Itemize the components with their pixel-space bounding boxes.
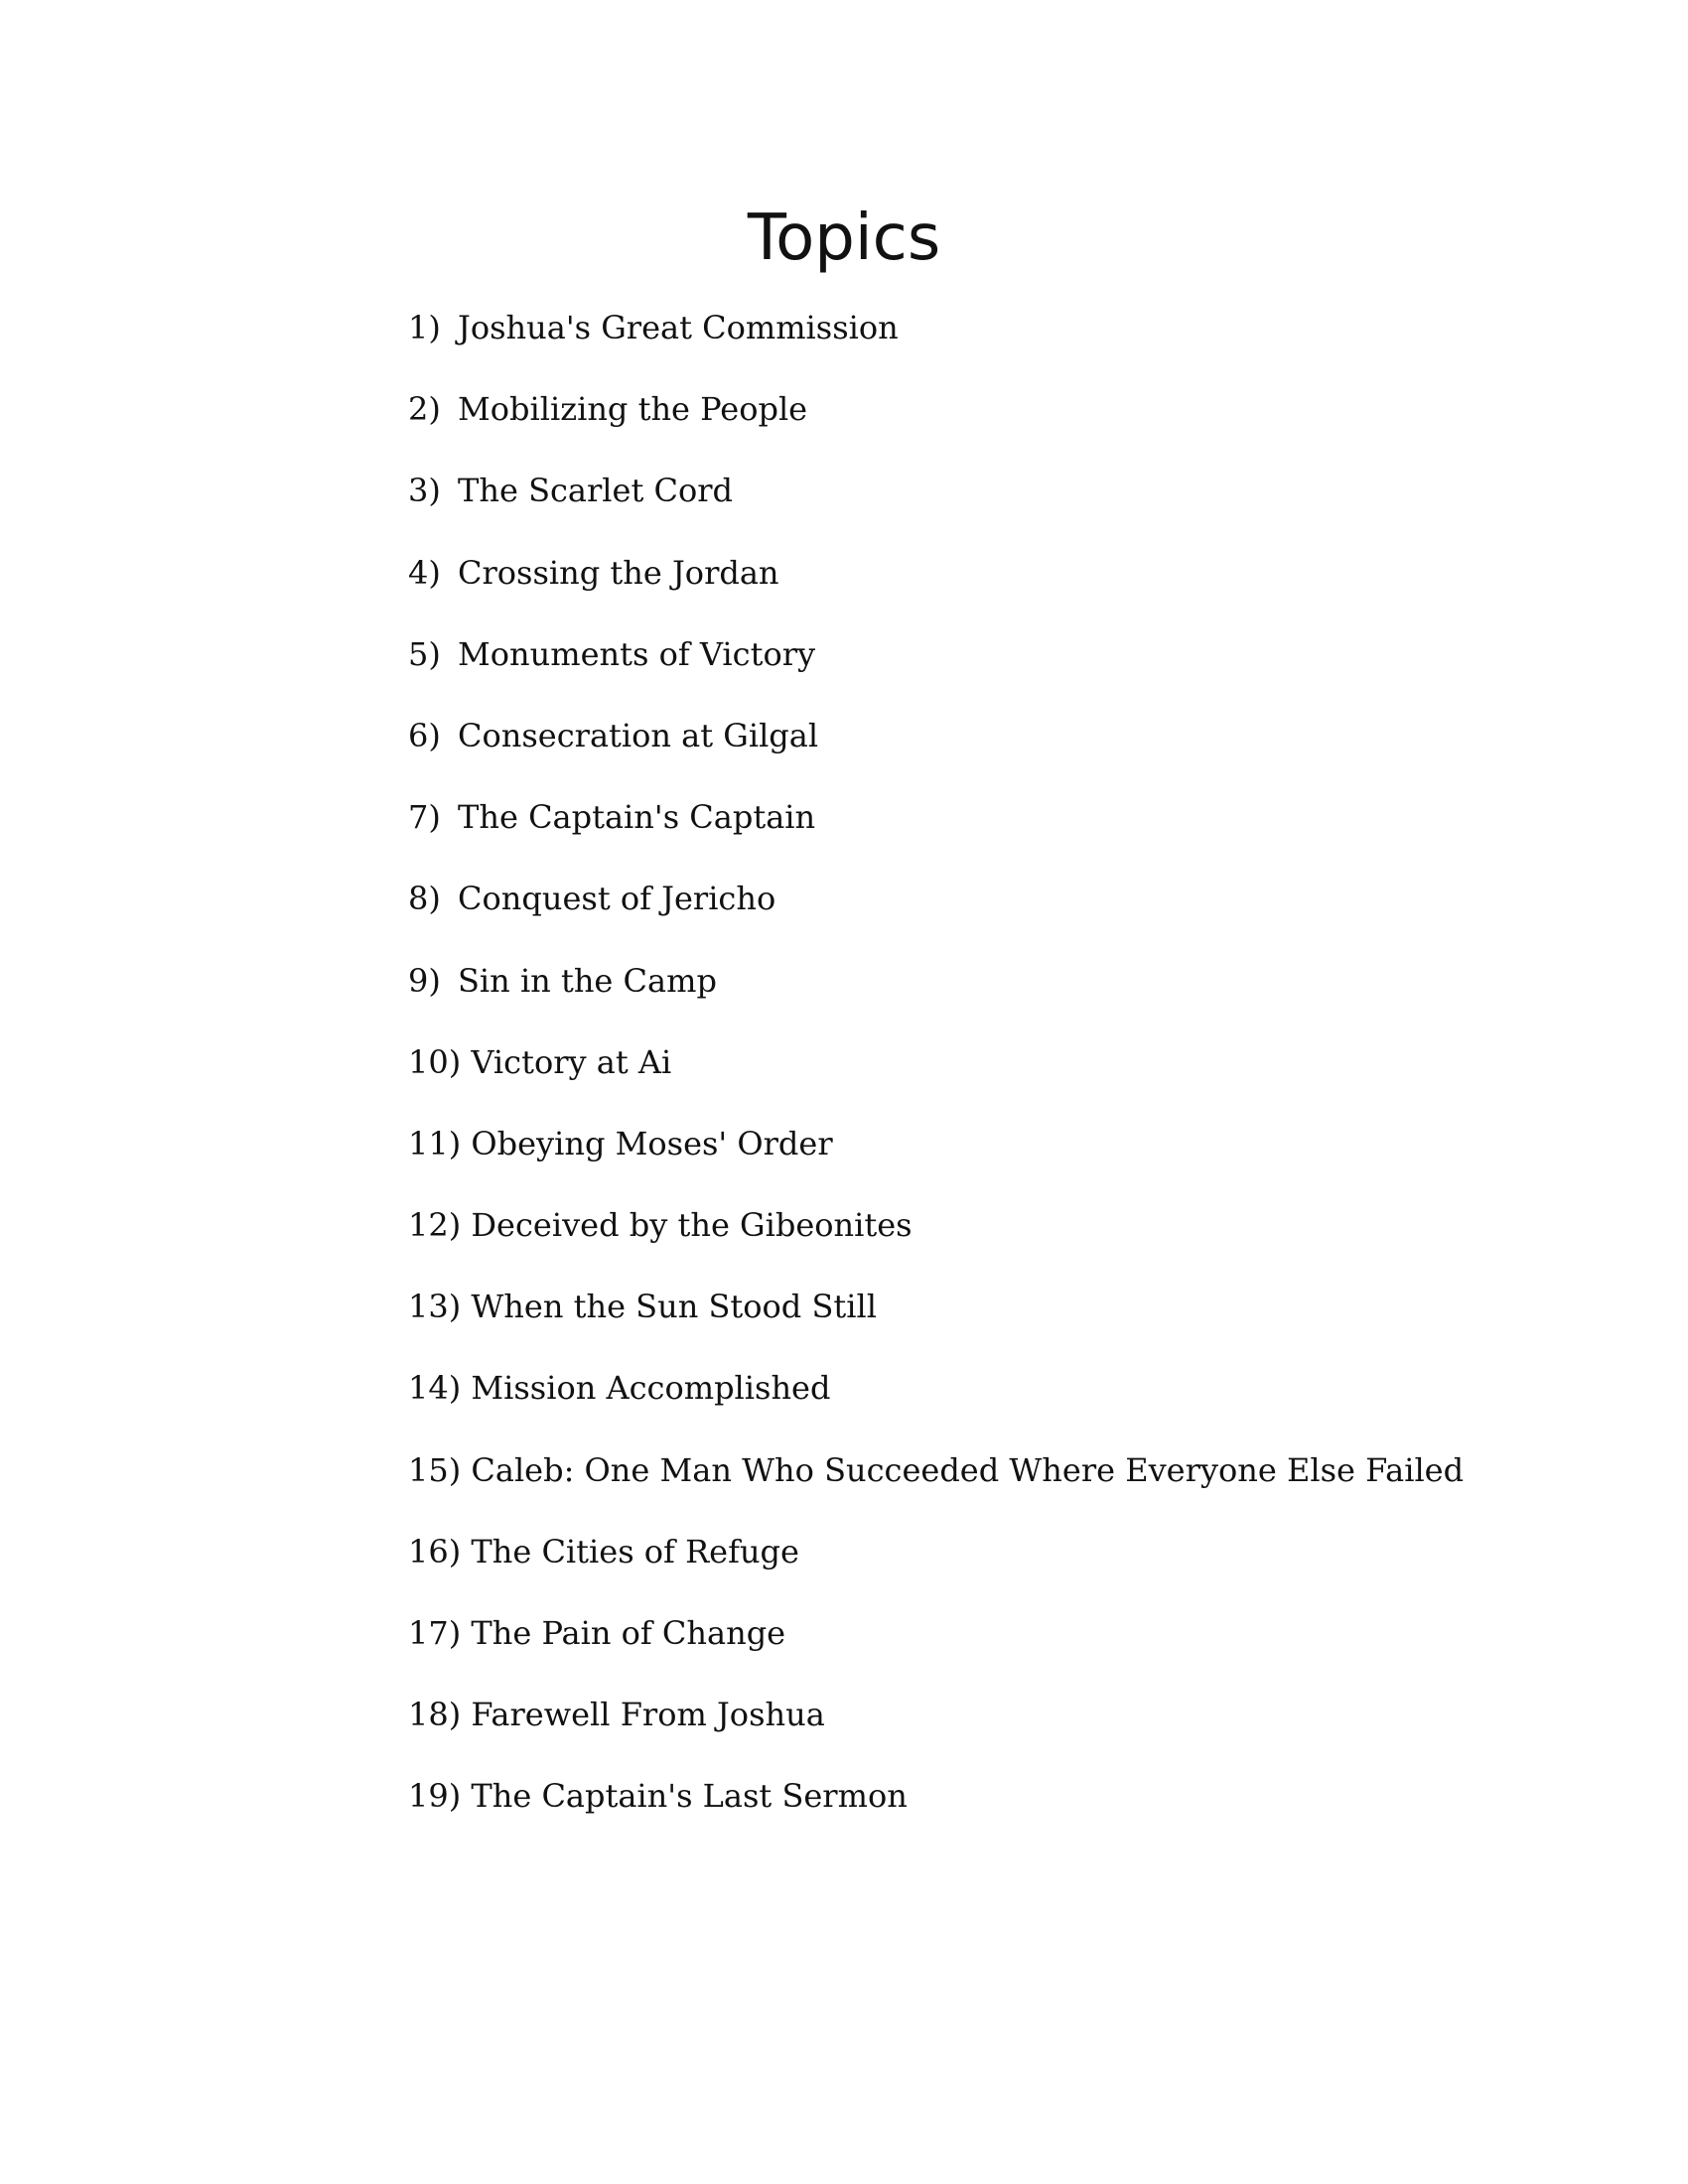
topic-number: 13)	[408, 1288, 462, 1326]
topic-item	[408, 1440, 1649, 1522]
topic-label: Mission Accomplished	[471, 1369, 831, 1408]
topic-label: Mobilizing the People	[458, 390, 808, 429]
topic-number: 12)	[408, 1206, 462, 1245]
topic-item	[408, 543, 1649, 624]
topic-number: 10)	[408, 1042, 462, 1081]
topic-label: Caleb: One Man Who Succeeded Where Everyone Else Failed	[471, 1450, 1465, 1489]
topic-number: 5)	[408, 634, 441, 673]
topic-label: Farewell From Joshua	[471, 1696, 825, 1734]
topic-number: 9)	[408, 961, 441, 1000]
topic-item	[408, 869, 1649, 950]
topic-item	[408, 1114, 1649, 1195]
topic-label: Deceived by the Gibeonites	[471, 1206, 913, 1245]
topic-label: The Pain of Change	[471, 1614, 786, 1652]
topic-list	[408, 298, 1649, 1848]
topic-item	[408, 379, 1649, 461]
topic-label: Conquest of Jericho	[458, 880, 776, 918]
topic-item	[408, 1603, 1649, 1685]
topic-item	[408, 1358, 1649, 1439]
topic-number: 19)	[408, 1777, 462, 1816]
topic-item	[408, 951, 1649, 1032]
topic-number: 14)	[408, 1369, 462, 1408]
topic-number: 8)	[408, 880, 441, 918]
topic-label: When the Sun Stood Still	[471, 1288, 877, 1326]
topic-item	[408, 787, 1649, 869]
topic-item	[408, 624, 1649, 706]
topic-label: Obeying Moses' Order	[471, 1124, 833, 1162]
topic-item	[408, 1685, 1649, 1766]
topic-label: The Cities of Refuge	[471, 1532, 799, 1570]
topic-number: 3)	[408, 472, 441, 510]
topic-item	[408, 706, 1649, 787]
topic-label: The Captain's Last Sermon	[471, 1777, 908, 1816]
topic-label: Monuments of Victory	[458, 634, 816, 673]
topic-label: Victory at Ai	[471, 1042, 672, 1081]
topic-number: 17)	[408, 1614, 462, 1652]
topic-number: 2)	[408, 390, 441, 429]
topic-label: Joshua's Great Commission	[458, 309, 899, 346]
topic-item	[408, 1766, 1649, 1847]
topic-label: Crossing the Jordan	[458, 553, 779, 592]
topic-number: 1)	[408, 309, 441, 346]
topic-label: Consecration at Gilgal	[458, 716, 819, 754]
topic-item	[408, 1195, 1649, 1277]
topic-number: 4)	[408, 553, 441, 592]
page-title: Topics	[747, 202, 941, 275]
topic-number: 7)	[408, 798, 441, 837]
topic-number: 11)	[408, 1124, 462, 1162]
topic-item	[408, 298, 1649, 379]
topic-number: 15)	[408, 1450, 462, 1489]
topic-item	[408, 1277, 1649, 1358]
topic-item	[408, 461, 1649, 542]
topic-label: Sin in the Camp	[458, 961, 717, 1000]
topic-number: 18)	[408, 1696, 462, 1734]
topic-number: 6)	[408, 716, 441, 754]
topic-label: The Scarlet Cord	[458, 472, 734, 510]
topic-item	[408, 1522, 1649, 1603]
topic-item	[408, 1032, 1649, 1114]
topic-label: The Captain's Captain	[458, 798, 816, 837]
topic-number: 16)	[408, 1532, 462, 1570]
